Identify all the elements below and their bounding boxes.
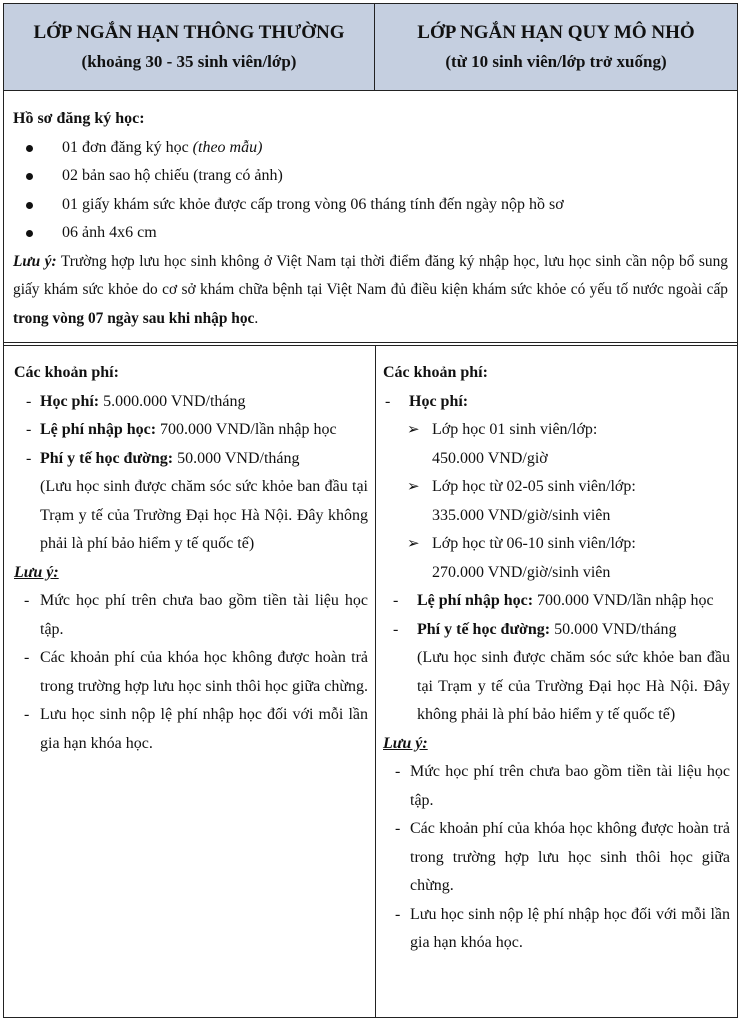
admission-label: Lệ phí nhập học: (40, 421, 157, 438)
documents-section (13, 105, 728, 333)
tuition-value: 5.000.000 VND/tháng (99, 392, 246, 410)
dash-marker: - (395, 905, 401, 923)
health-fee-label: Phí y tế học đường: (417, 620, 551, 638)
documents-note (13, 248, 728, 334)
note-item-text: Lưu học sinh nộp lệ phí nhập học đối với mỗi lần gia hạn khóa học. (40, 706, 368, 752)
list-item (383, 416, 730, 473)
dash-marker: - (26, 449, 32, 467)
tier-price: 270.000 VND/giờ/sinh viên (432, 563, 611, 581)
admission-label: Lệ phí nhập học: (417, 592, 534, 609)
tuition-label: Học phí: (40, 392, 100, 410)
note-item-text: Mức học phí trên chưa bao gồm tiền tài liệu học tập. (40, 592, 368, 638)
bullet-icon (26, 230, 33, 237)
arrow-right-icon: ➢ (407, 479, 420, 495)
note-label: Lưu ý: (13, 252, 57, 270)
document-item-text: 01 đơn đăng ký học (62, 138, 193, 156)
health-fee-note: (Lưu học sinh được chăm sóc sức khỏe ban đầu tại Trạm y tế của Trường Đại học Hà Nội. Đây không phải là phí bảo hiểm y tế quốc tế) (417, 649, 730, 723)
tuition-label: Học phí: (409, 392, 469, 410)
note-text: Trường hợp lưu học sinh không ở Việt Nam tại thời điểm đăng ký nhập học, lưu học sinh cần nộp bổ sung giấy khám sức khỏe do cơ sở khám chữa bệnh tại Việt Nam đủ điều kiện khám sức khỏe có yếu tố nước ngoài cấp (13, 252, 728, 298)
dash-marker: - (393, 592, 399, 609)
note-item-text: Các khoản phí của khóa học không được hoàn trả trong trường hợp lưu học sinh thôi học giữa chừng. (40, 649, 369, 695)
note-item-text: Các khoản phí của khóa học không được hoàn trả trong trường hợp lưu học sinh thôi học giữa chừng. (410, 820, 730, 894)
list-item (14, 587, 368, 644)
list-item (14, 388, 368, 417)
list-item (14, 416, 368, 445)
bullet-icon (26, 202, 33, 209)
admission-value: 700.000 VND/lần nhập học (533, 592, 714, 609)
list-item (383, 758, 730, 815)
small-fees-column (383, 359, 730, 958)
documents-heading: Hồ sơ đăng ký học: (13, 110, 145, 127)
regular-fees-column (14, 359, 368, 758)
note-end: . (254, 309, 259, 327)
dash-marker: - (26, 421, 32, 438)
document-item-text: 02 bản sao hộ chiếu (trang có ảnh) (62, 167, 283, 184)
tier-label: Lớp học từ 02-05 sinh viên/lớp: (432, 478, 636, 495)
bullet-icon (26, 145, 33, 152)
arrow-right-icon: ➢ (407, 422, 420, 438)
list-item (383, 388, 730, 417)
list-item (13, 134, 728, 163)
header-small-title: LỚP NGẮN HẠN QUY MÔ NHỎ (417, 22, 695, 43)
section-divider-1 (4, 342, 737, 343)
list-item (14, 644, 368, 701)
note-item-text: Mức học phí trên chưa bao gồm tiền tài liệu học tập. (410, 763, 730, 809)
note-heading: Lưu ý: (383, 734, 428, 752)
note-heading: Lưu ý: (14, 563, 59, 581)
dash-marker: - (393, 620, 399, 638)
list-item (383, 616, 730, 645)
health-fee-value: 50.000 VND/tháng (173, 449, 300, 467)
list-item (13, 191, 728, 220)
document-item-italic: (theo mẫu) (192, 138, 263, 156)
dash-marker: - (395, 763, 401, 780)
header-regular-class (4, 4, 375, 90)
dash-marker: - (24, 706, 30, 723)
header-regular-subtitle: (khoảng 30 - 35 sinh viên/lớp) (81, 52, 297, 71)
section-divider-2 (4, 345, 737, 346)
document-item-text: 06 ảnh 4x6 cm (62, 224, 157, 241)
health-fee-label: Phí y tế học đường: (40, 449, 174, 467)
dash-marker: - (24, 592, 30, 609)
fees-heading: Các khoản phí: (383, 364, 488, 381)
arrow-right-icon: ➢ (407, 536, 420, 552)
list-item (14, 445, 368, 474)
tier-label: Lớp học từ 06-10 sinh viên/lớp: (432, 535, 636, 552)
fees-heading: Các khoản phí: (14, 364, 119, 381)
list-item (383, 530, 730, 587)
dash-marker: - (26, 392, 32, 410)
tier-price: 335.000 VND/giờ/sinh viên (432, 506, 611, 524)
dash-marker: - (395, 820, 401, 837)
column-divider (375, 345, 376, 1017)
list-item (14, 701, 368, 758)
dash-marker: - (24, 649, 30, 666)
list-item (13, 162, 728, 191)
tier-label: Lớp học 01 sinh viên/lớp: (432, 421, 598, 438)
header-small-subtitle: (từ 10 sinh viên/lớp trở xuống) (445, 52, 667, 71)
header-regular-title: LỚP NGẮN HẠN THÔNG THƯỜNG (33, 22, 345, 43)
bullet-icon (26, 173, 33, 180)
list-item (383, 901, 730, 958)
info-table (3, 3, 738, 1018)
list-item (13, 219, 728, 248)
note-emphasis: trong vòng 07 ngày sau khi nhập học (13, 309, 255, 327)
tier-price: 450.000 VND/giờ (432, 449, 548, 467)
list-item (383, 587, 730, 616)
list-item (383, 815, 730, 901)
header-small-class (375, 4, 737, 90)
document-item-text: 01 giấy khám sức khỏe được cấp trong vòng 06 tháng tính đến ngày nộp hồ sơ (62, 195, 564, 213)
health-fee-value: 50.000 VND/tháng (550, 620, 677, 638)
note-item-text: Lưu học sinh nộp lệ phí nhập học đối với mỗi lần gia hạn khóa học. (410, 905, 730, 951)
health-fee-note: (Lưu học sinh được chăm sóc sức khỏe ban đầu tại Trạm y tế của Trường Đại học Hà Nội. Đây không phải là phí bảo hiểm y tế quốc tế) (40, 478, 368, 552)
dash-marker: - (385, 392, 391, 410)
admission-value: 700.000 VND/lần nhập học (156, 421, 337, 438)
header-divider (4, 90, 737, 91)
list-item (383, 473, 730, 530)
